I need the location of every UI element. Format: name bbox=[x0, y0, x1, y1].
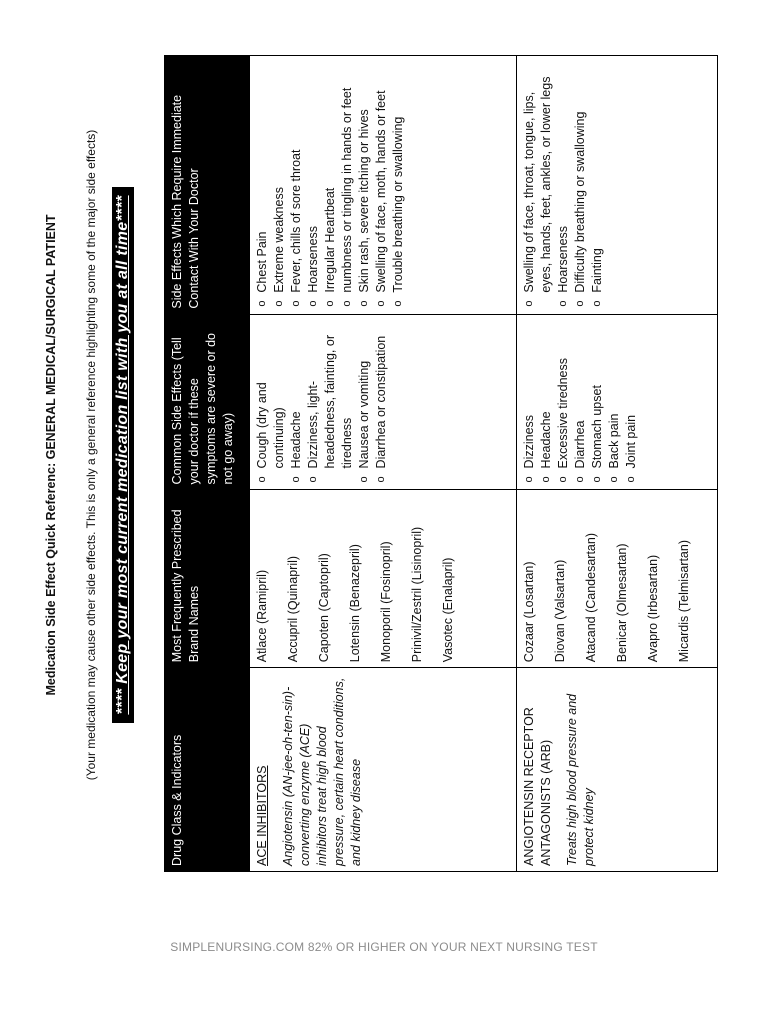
drug-class-cell bbox=[250, 668, 517, 872]
brand-name: Monoporil (Fosinopril) bbox=[379, 541, 393, 663]
brand-name: Cozaar (Losartan) bbox=[522, 561, 536, 663]
brand-name: Lotensin (Benazepril) bbox=[348, 544, 362, 663]
side-effect-item: o Trouble breathing or swallowing bbox=[390, 61, 407, 293]
side-effect-item: o Joint pain bbox=[623, 320, 640, 469]
brand-name: Diovan (Valsartan) bbox=[553, 559, 567, 663]
side-effect-item: o Difficulty breathing or swallowing bbox=[572, 61, 589, 293]
brand-names-cell bbox=[517, 490, 718, 668]
brand-name: Micardis (Telmisartan) bbox=[677, 540, 691, 663]
side-effect-item: o Hoarseness bbox=[305, 61, 322, 293]
medication-table bbox=[164, 55, 718, 872]
immediate-side-effects-cell bbox=[250, 56, 517, 315]
side-effect-item: o Stomach upset bbox=[589, 320, 606, 469]
brand-name: Avapro (Irbesartan) bbox=[646, 554, 660, 663]
header-immediate-side-effects: Side Effects Which Require Immediate Contact With Your Doctor bbox=[165, 56, 250, 315]
side-effect-item: o Fainting bbox=[589, 61, 606, 293]
table-row bbox=[517, 56, 718, 872]
side-effect-item: o Excessive tiredness bbox=[555, 320, 572, 469]
document-subtitle: (Your medication may cause other side effects. This is only a general reference highlighting some of the major side effects) bbox=[84, 129, 98, 781]
side-effect-item: o Irregular Heartbeat bbox=[322, 61, 339, 293]
banner-wrap bbox=[112, 0, 134, 910]
drug-class-name: ANGIOTENSIN RECEPTOR ANTAGONISTS (ARB) bbox=[522, 707, 553, 866]
side-effect-item: o Headache bbox=[538, 320, 555, 469]
drug-class-cell bbox=[517, 668, 718, 872]
brand-name: Atacand (Candesartan) bbox=[584, 533, 598, 663]
side-effect-item: o Dizziness, light-headedness, fainting, or tiredness bbox=[305, 320, 356, 469]
reminder-banner: **** Keep your most current medication list with you at all time**** bbox=[112, 187, 134, 722]
brand-name: Atlace (Ramipril) bbox=[255, 569, 269, 663]
side-effect-item: o Skin rash, severe itching or hives bbox=[356, 61, 373, 293]
side-effect-item: o Diarrhea bbox=[572, 320, 589, 469]
header-drug-class: Drug Class & Indicators bbox=[165, 668, 250, 872]
side-effect-item: o Hoarseness bbox=[555, 61, 572, 293]
side-effect-item: o Nausea or vomiting bbox=[356, 320, 373, 469]
immediate-side-effects-cell bbox=[517, 56, 718, 315]
common-side-effects-cell bbox=[250, 314, 517, 490]
brand-name: Vasotec (Enalapril) bbox=[441, 557, 455, 663]
side-effect-item: o Extreme weakness bbox=[271, 61, 288, 293]
table-row bbox=[250, 56, 517, 872]
brand-name: Prinivil/Zestril (Lisinopril) bbox=[410, 526, 424, 663]
side-effect-item: o Fever, chills of sore throat bbox=[288, 61, 305, 293]
brand-name: Benicar (Olmesartan) bbox=[615, 543, 629, 663]
side-effect-item: o Back pain bbox=[606, 320, 623, 469]
side-effect-item: o Headache bbox=[288, 320, 305, 469]
side-effect-item: o Chest Pain bbox=[254, 61, 271, 293]
side-effect-item: o Dizziness bbox=[521, 320, 538, 469]
header-common-side-effects: Common Side Effects (Tell your doctor if these symptoms are severe or do not go away) bbox=[165, 314, 250, 490]
document-title: Medication Side Effect Quick Referenc: GENERAL MEDICAL/SURGICAL PATIENT bbox=[44, 214, 58, 696]
drug-class-name: ACE INHIBITORS bbox=[255, 765, 269, 866]
brand-name: Accupril (Quinapril) bbox=[286, 555, 300, 663]
side-effect-item: o Swelling of face, moth, hands or feet bbox=[373, 61, 390, 293]
side-effect-item: o Cough (dry and continuing) bbox=[254, 320, 288, 469]
brand-name: Capoten (Captopril) bbox=[317, 553, 331, 663]
side-effect-item: o numbness or tingling in hands or feet bbox=[339, 61, 356, 293]
table-header-row bbox=[165, 56, 250, 872]
side-effect-item: o Diarrhea or constipation bbox=[373, 320, 390, 469]
brand-names-cell bbox=[250, 490, 517, 668]
common-side-effects-cell bbox=[517, 314, 718, 490]
drug-class-description: Angiotensin (AN-jee-oh-ten-sin)- converting enzyme (ACE) inhibitors treat high blood pressure, certain heart conditions, and kidney disease bbox=[281, 677, 363, 866]
side-effect-item: o Swelling of face, throat, tongue, lips, eyes, hands, feet, ankles, or lower legs bbox=[521, 61, 555, 293]
header-brand-names: Most Frequently Prescribed Brand Names bbox=[165, 490, 250, 668]
drug-class-description: Treats high blood pressure and protect kidney bbox=[565, 693, 596, 866]
footer-watermark: SIMPLENURSING.COM 82% OR HIGHER ON YOUR NEXT NURSING TEST bbox=[170, 940, 598, 954]
